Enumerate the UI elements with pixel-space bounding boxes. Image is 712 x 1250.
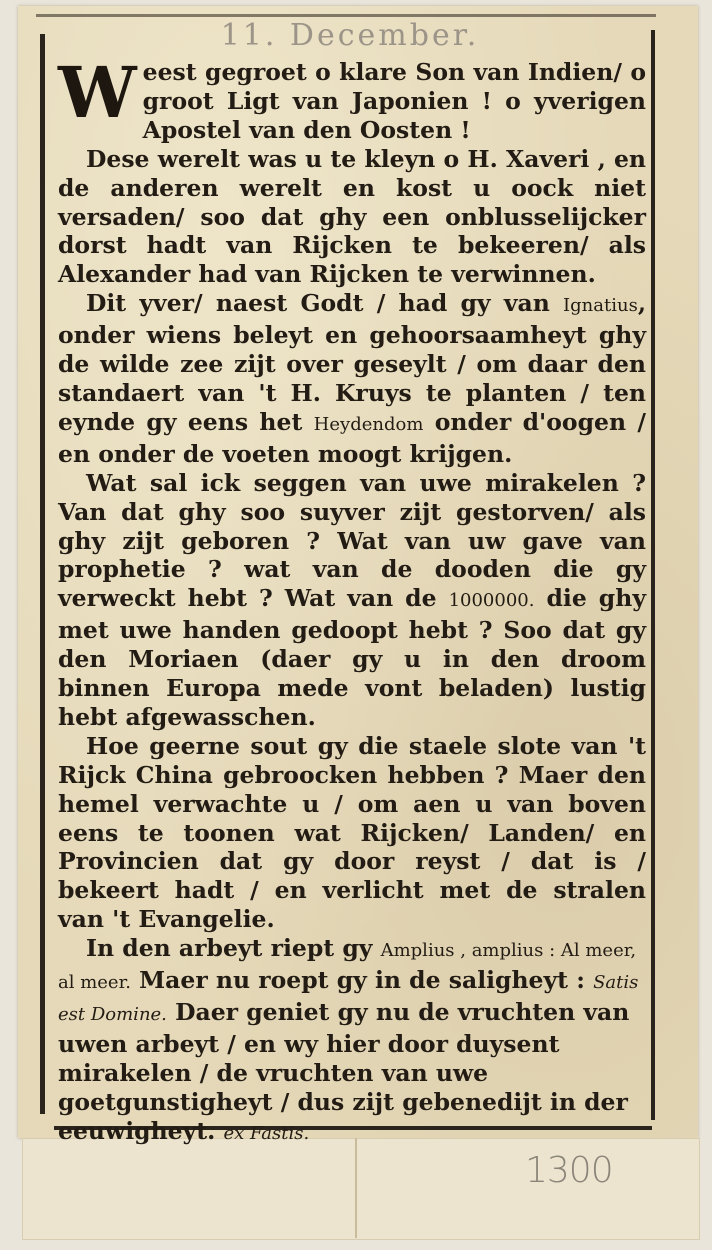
- miracles-text-b: die ghy met uwe handen gedoopt hebt ? Soo dat gy den Moriaen (daer gy u in den droom binnen Europa mede vont beladen) lustig hebt afgewasschen.: [58, 584, 646, 731]
- baptized-number: 1000000.: [448, 590, 535, 612]
- greeting-text: eest gegroet o klare Son van Indien/ o groot Ligt van Japonien ! o yverigen Apostel van den Oosten !: [142, 58, 646, 144]
- zeal-text-a: Dit yver/ naest Godt / had gy van: [86, 289, 550, 318]
- zeal-text-c: onder d'oogen / en onder de voeten moogt krijgen.: [58, 407, 646, 468]
- right-border-rule: [651, 30, 655, 1120]
- date-heading: 11. December.: [220, 18, 480, 53]
- paragraph-miracles: [58, 469, 646, 732]
- zeal-text-b: , onder wiens beleyt en gehoorsaamheyt ghy de wilde zee zijt over geseylt / om daar den standaert van 't H. Kruys te planten / ten eynde gy eens het: [58, 289, 646, 436]
- miracles-text-a: Wat sal ick seggen van uwe mirakelen ? Van dat ghy soo suyver zijt gestorven/ als ghy zijt geboren ? Wat van uw gave van prophetie ? wat van de dooden die gy verweckt hebt ? Wat van de: [58, 468, 646, 613]
- paragraph-zeal: [58, 289, 646, 468]
- tab-divider: [355, 1138, 357, 1238]
- paragraph-world: Dese werelt was u te kleyn o H. Xaveri , en de anderen werelt en kost u oock niet versaden/ soo dat ghy een onblusselijcker dorst hadt van Rijcken te bekeeren/ als Alexander had van Rijcken te verwinnen.: [58, 144, 646, 289]
- paragraph-greeting: [58, 51, 646, 145]
- labour-text-b: Maer nu roept gy in de saligheyt :: [139, 966, 585, 995]
- word-heydendom: Heydendom: [313, 413, 424, 435]
- latin-amplius: Amplius , amplius : Al meer, al meer.: [58, 940, 637, 994]
- devotional-text: [58, 51, 646, 1149]
- drop-cap: W: [58, 51, 137, 134]
- source-citation: ex Fastis.: [223, 1122, 310, 1144]
- paragraph-china: Hoe geerne sout gy die staele slote van 't Rijck China gebroocken hebben ? Maer den hemel verwachte u / om aen u van boven eens te toonen wat Rijcken/ Landen/ en Provincien dat gy door reyst / dat is / bekeert hadt / en verlicht met de stralen van 't Evangelie.: [58, 731, 646, 934]
- left-border-rule: [40, 34, 45, 1114]
- labour-text-a: In den arbeyt riept gy: [86, 934, 373, 963]
- labour-text-c: Daer geniet gy nu de vruchten van uwen arbeyt / en wy hier door duysent mirakelen / de vruchten van uwe goetgunstigheyt / dus zijt gebenedijt in der eeuwigheyt.: [58, 998, 630, 1145]
- paragraph-labour: [58, 934, 646, 1148]
- name-ignatius: Ignatius: [563, 295, 638, 317]
- latin-satis: Satis est Domine.: [58, 972, 639, 1025]
- top-border-rule: [36, 14, 656, 17]
- catalog-number: 1300: [525, 1150, 613, 1191]
